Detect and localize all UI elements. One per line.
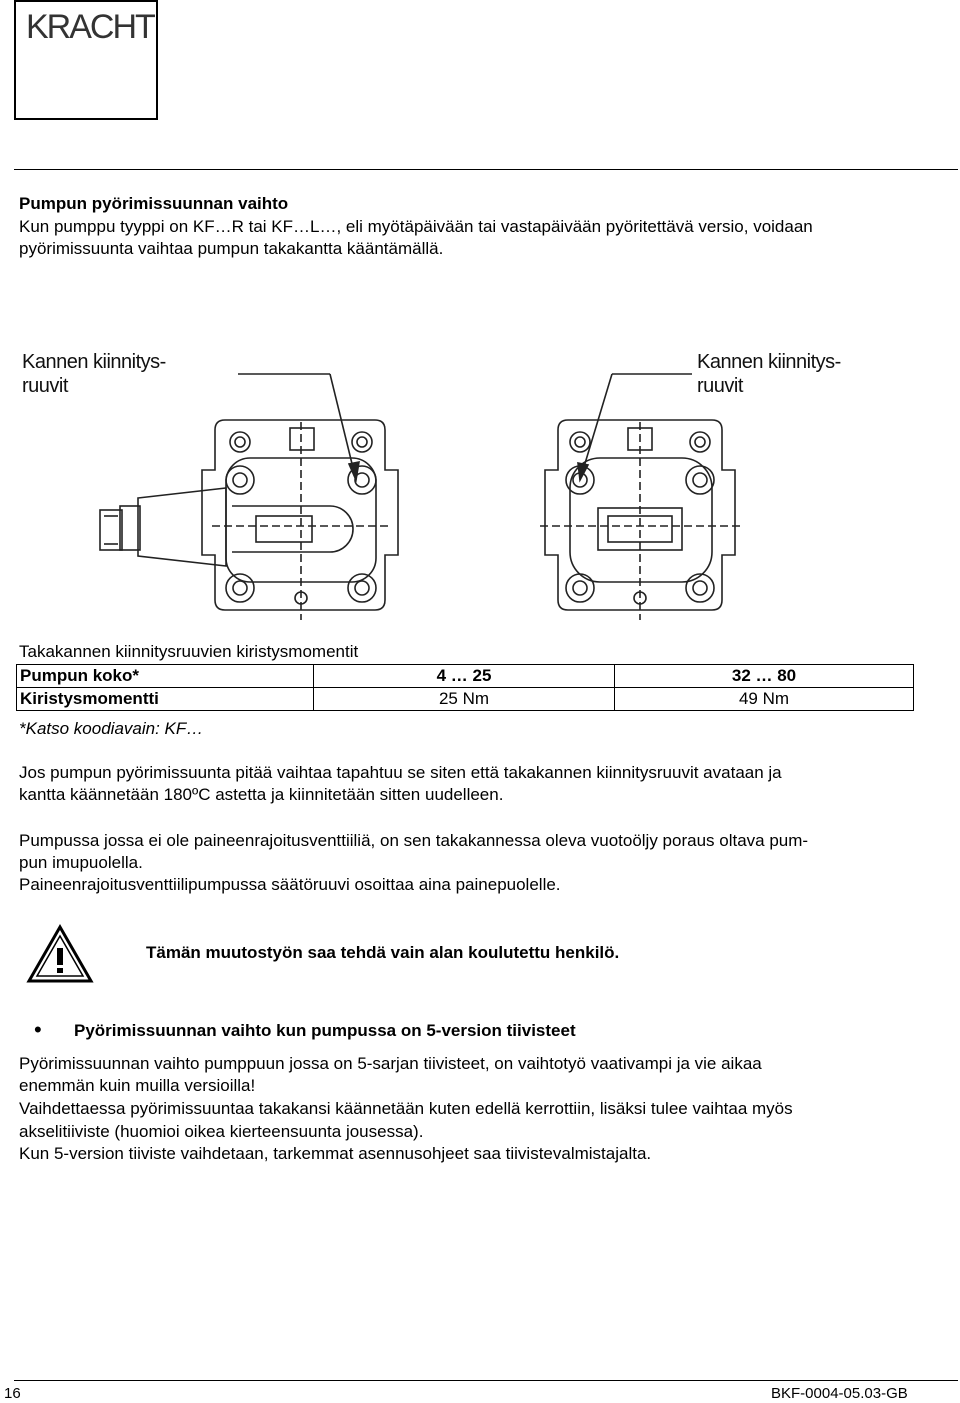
- paragraph-line: pyörimissuunta vaihtaa pumpun takakantta kääntämällä.: [19, 239, 444, 258]
- bullet-icon: •: [34, 1017, 42, 1042]
- section-heading: Pyörimissuunnan vaihto kun pumpussa on 5-version tiivisteet: [74, 1021, 576, 1040]
- page-number: 16: [4, 1385, 21, 1402]
- table-cell: Pumpun koko*: [17, 665, 314, 688]
- callout-label-left: Kannen kiinnitys- ruuvit: [22, 351, 166, 397]
- paragraph-line: Jos pumpun pyörimissuunta pitää vaihtaa tapahtuu se siten että takakannen kiinnitysruuvit avataan ja: [19, 763, 782, 782]
- logo-text: KRACHT: [26, 8, 154, 46]
- warning-text: Tämän muutostyön saa tehdä vain alan koulutettu henkilö.: [146, 943, 620, 962]
- table-cell: 4 … 25: [314, 665, 615, 688]
- paragraph-line: Pumpussa jossa ei ole paineenrajoitusventtiiliä, on sen takakannessa oleva vuotoöljy poraus oltava pum-: [19, 831, 809, 850]
- pump-drawing: [0, 330, 960, 650]
- torque-table: [16, 664, 914, 711]
- document-code: BKF-0004-05.03-GB: [771, 1385, 908, 1402]
- table-row: [17, 688, 914, 711]
- table-cell: Kiristysmomentti: [17, 688, 314, 711]
- pump-cover-figure: [0, 330, 960, 650]
- table-cell: 49 Nm: [615, 688, 914, 711]
- paragraph-line: akselitiiviste (huomioi oikea kierteensuunta jousessa).: [19, 1122, 424, 1141]
- section-heading: Pumpun pyörimissuunnan vaihto: [19, 194, 289, 213]
- paragraph-line: enemmän kuin muilla versioilla!: [19, 1076, 256, 1095]
- table-footnote: *Katso koodiavain: KF…: [19, 719, 204, 738]
- header-divider: [14, 169, 958, 170]
- table-cell: 25 Nm: [314, 688, 615, 711]
- paragraph-line: pun imupuolella.: [19, 853, 143, 872]
- footer-divider: [14, 1380, 958, 1381]
- paragraph-line: Pyörimissuunnan vaihto pumppuun jossa on 5-sarjan tiivisteet, on vaihtotyö vaativampi ja vie aikaa: [19, 1054, 762, 1073]
- paragraph-line: Paineenrajoitusventtiilipumpussa säätöruuvi osoittaa aina painepuolelle.: [19, 875, 561, 894]
- logo: [14, 0, 158, 120]
- warning-triangle-icon: [26, 924, 94, 984]
- paragraph-line: Kun pumppu tyyppi on KF…R tai KF…L…, eli myötäpäivään tai vastapäivään pyöritettävä versio, voidaan: [19, 217, 813, 236]
- paragraph-line: kantta käännetään 180ºC astetta ja kiinnitetään sitten uudelleen.: [19, 785, 504, 804]
- paragraph-line: Kun 5-version tiiviste vaihdetaan, tarkemmat asennusohjeet saa tiivistevalmistajalta.: [19, 1144, 652, 1163]
- table-cell: 32 … 80: [615, 665, 914, 688]
- table-title: Takakannen kiinnitysruuvien kiristysmomentit: [19, 642, 359, 661]
- paragraph-line: Vaihdettaessa pyörimissuuntaa takakansi käännetään kuten edellä kerrottiin, lisäksi tulee vaihtaa myös: [19, 1099, 793, 1118]
- table-row: [17, 665, 914, 688]
- callout-label-right: Kannen kiinnitys- ruuvit: [697, 351, 841, 397]
